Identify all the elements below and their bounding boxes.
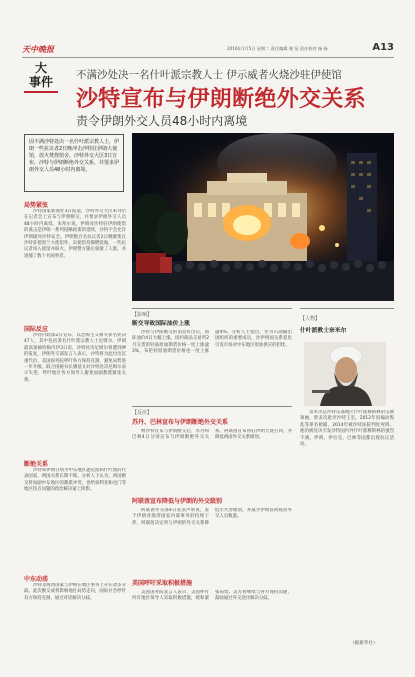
box5-label: 【人物】	[300, 316, 321, 322]
section3-text	[24, 468, 126, 572]
article-headline: 沙特宣布与伊朗断绝外交关系	[76, 87, 366, 112]
masthead	[22, 44, 394, 56]
box1-paragraph: 沙特与伊朗断交的消息传出后，国际油价4日大幅上涨。纽约商品交易所2月交货的轻质原油期货价格一度上涨逾3%，布伦特原油期货价格也一度上涨逾4%。分析人士指出，作为石油输出国组织的重要成员，沙伊两国关系恶化引发市场对中东地区原油供应的担忧。	[132, 330, 292, 355]
box5-text	[300, 410, 394, 636]
section-tag-line2: 事件	[28, 75, 53, 89]
section4-title: 中东动荡	[24, 576, 49, 583]
box2-paragraph: 继沙特宣布与伊朗断交后，苏丹和巴林4日分别宣布与伊朗断绝外交关系。阿联酋宣布将驻伊朗大使召回，并降低两国外交关系级别。	[132, 429, 292, 441]
embassy-fire-photo	[132, 133, 394, 301]
cleric-portrait	[304, 342, 386, 406]
box2-rule	[132, 406, 292, 407]
section1-paragraph: 沙特国家新闻社3日报道，沙特外交大臣朱拜尔在记者会上宣布与伊朗断交，并要求伊朗外交人员48小时内离境。朱拜尔说，伊朗对沙特驻伊朗使馆的袭击是伊朗一系列侵略政策的延续，沙特不会允许伊朗破坏沙特安全。伊朗数百名抗议者2日晚聚集在沙特驻德黑兰大使馆外，向使馆投掷燃烧瓶，一些抗议者闯入使馆并纵火。伊朗警方随后驱散了人群，并逮捕了数十名闹事者。	[24, 209, 126, 259]
section4-text	[24, 583, 126, 643]
box2-label: 【反应】	[132, 410, 153, 416]
box2-title: 苏丹、巴林宣布与伊朗断绝外交关系	[132, 419, 229, 426]
box5-paragraph: 奈米尔是沙特东部地区什叶派穆斯林的宗教领袖，曾多次批评沙特王室。2012年因煽动叛乱等罪名被捕，2014年被沙特法院判处死刑。他的被处决引发沙特国内外什叶派穆斯林的强烈不满，伊朗、伊拉克、巴林等国都出现抗议活动。	[300, 410, 394, 448]
section2-text	[24, 333, 126, 457]
box3-title: 阿联酋宣布降低与伊朗的外交级别	[132, 498, 223, 505]
article-subhead: 责令伊朗外交人员48小时内离境	[76, 114, 248, 128]
box1-label: 【影响】	[132, 312, 153, 318]
section3-title: 断绝关系	[24, 461, 49, 468]
section1-title: 局势紧张	[24, 202, 49, 209]
section2-paragraph: 沙特内政部2日宣布，以恐怖主义相关罪名处决47人，其中包括著名什叶派宗教人士尼姆尔。伊朗最高领袖哈梅内伊3日说，沙特处决尼姆尔将遭到神的报复。伊朗外交部发言人表示，沙特将为此付出沉重代价。美国国务院呼吁各方保持克制，避免局势进一步升级。联合国秘书长潘基文对沙特处决尼姆尔表示失望，呼吁地区各方领导人避免加剧教派紧张关系。	[24, 333, 126, 383]
box5-rule	[300, 308, 394, 309]
page-number: A13	[372, 42, 394, 53]
box1-rule	[132, 308, 292, 309]
section2-title: 国际反应	[24, 326, 49, 333]
box4-paragraph: 美国国务院发言人表示，美国呼吁所有地区领导人采取积极措施，缓和紧张局势。美方将继续与各方保持沟通，鼓励通过外交途径解决分歧。	[132, 590, 292, 602]
lead-box: 因不满沙特处决一名什叶派宗教人士，伊朗一些抗议者2日晚冲击沙特驻伊朗大使馆，放火焚烧馆舍。沙特外交大臣3日宣布，沙特与伊朗断绝外交关系，并要求伊朗外交人员48小时内离境。	[24, 134, 124, 192]
box3-text	[132, 508, 292, 572]
box4-title: 美国呼吁采取积极措施	[132, 580, 193, 587]
section4-paragraph: 沙特等海湾国家与伊朗在地区事务上存在诸多分歧。此次断交或将影响地区局势走向，国际社会呼吁双方保持克制，通过对话解决分歧。	[24, 583, 126, 601]
signoff: （据新华社）	[350, 641, 378, 646]
section-tag-line1: 大	[34, 61, 47, 75]
box3-paragraph: 阿联酋外交部4日发表声明说，鉴于伊朗对海湾国家内部事务的持续干涉，阿联酋决定将与伊朗的外交关系降低至代办级别，并减少伊朗驻阿联酋外交人员数量。	[132, 508, 292, 526]
box2-text	[132, 429, 292, 491]
box1-text	[132, 330, 292, 402]
box4-text	[132, 590, 292, 646]
section-tag-rule	[24, 91, 58, 93]
masthead-rule	[22, 57, 394, 58]
masthead-info: 2016年1月5日 星期二 责任编辑 谢 征 责任校对 杨 杨	[227, 46, 328, 51]
article-kicker: 不满沙处决一名什叶派宗教人士 伊示威者火烧沙驻伊使馆	[76, 69, 342, 81]
newspaper-logo: 天中晚报	[22, 45, 54, 54]
section1-text	[24, 209, 126, 321]
box5-title: 什叶派教士奈米尔	[300, 328, 347, 334]
box1-title: 断交导致国际油价上涨	[132, 321, 190, 327]
section3-paragraph: 沙特和伊朗分别为中东地区逊尼派和什叶派的代表国家，两国关系长期不睦。分析人士认为，两国断交将加剧中东地区的教派冲突，也给叙利亚和也门等地区热点问题的政治解决蒙上阴影。	[24, 468, 126, 493]
section-tag	[24, 61, 58, 89]
